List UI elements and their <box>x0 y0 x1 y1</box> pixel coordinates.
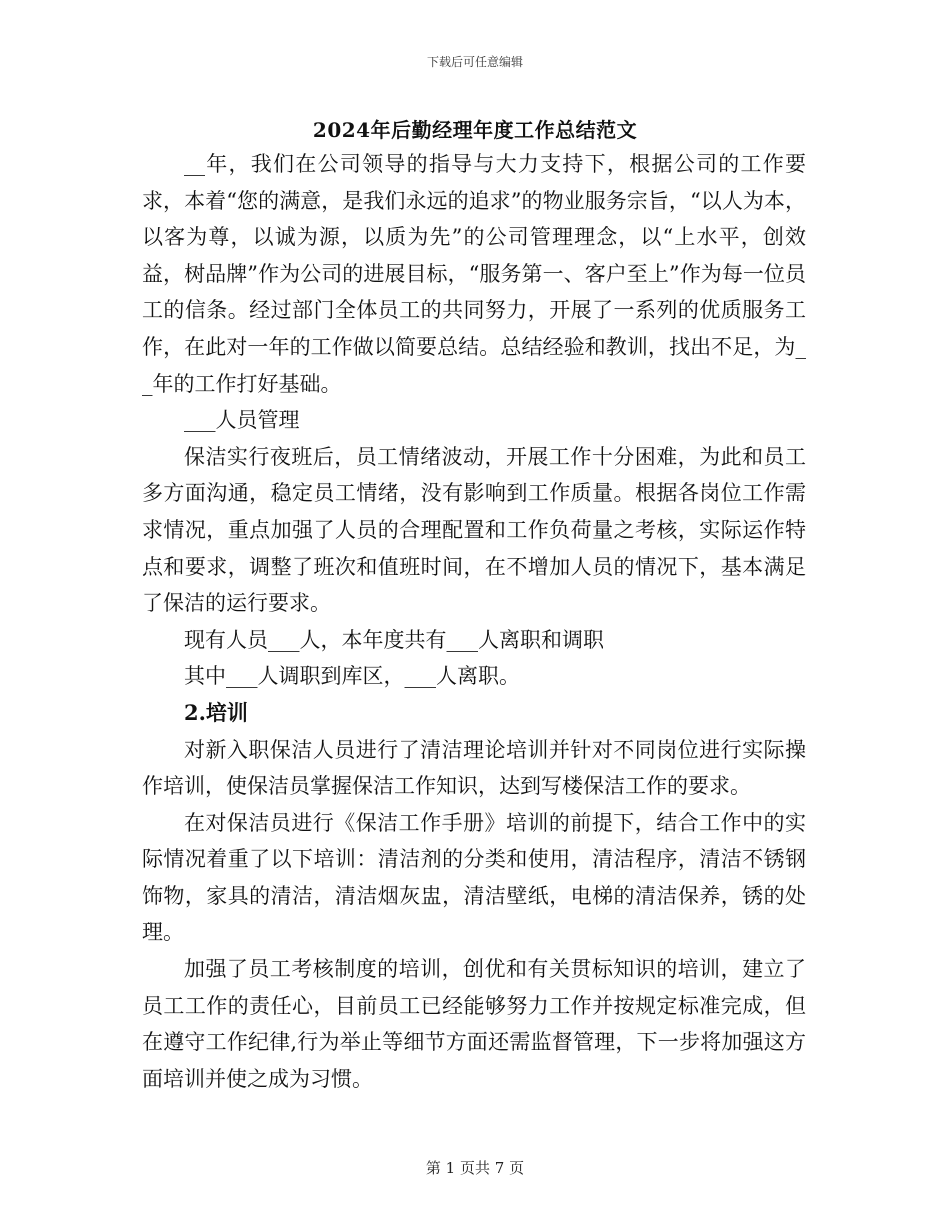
page-header: 下载后可任意编辑 <box>426 55 523 69</box>
document-body <box>142 146 806 1097</box>
paragraph-intro: __年，我们在公司领导的指导与大力支持下，根据公司的工作要求，本着“您的满意，是我们永远的追求”的物业服务宗旨，“以人为本，以客为尊，以诚为源，以质为先”的公司管理理念，以“上水平，创效益，树品牌”作为公司的进展目标，“服务第一、客户至上”作为每一位员工的信条。经过部门全体员工的共同努力，开展了一系列的优质服务工作，在此对一年的工作做以简要总结。总结经验和教训，找出不足，为__年的工作打好基础。 <box>142 152 806 396</box>
paragraph-training-assessment: 加强了员工考核制度的培训，创优和有关贯标知识的培训，建立了员工工作的责任心，目前员工已经能够努力工作并按规定标准完成，但在遵守工作纪律,行为举止等细节方面还需监督管理，下一步将加强这方面培训并使之成为习惯。 <box>142 957 806 1091</box>
paragraph-staff-management: 保洁实行夜班后，员工情绪波动，开展工作十分困难，为此和员工多方面沟通，稳定员工情绪，没有影响到工作质量。根据各岗位工作需求情况，重点加强了人员的合理配置和工作负荷量之考核，实际运作特点和要求，调整了班次和值班时间，在不增加人员的情况下，基本满足了保洁的运行要求。 <box>142 444 806 616</box>
section-heading-training: 2.培训 <box>184 699 248 725</box>
document-title: 2024年后勤经理年度工作总结范文 <box>312 118 638 142</box>
paragraph-staff-count: 现有人员___人，本年度共有___人离职和调职 <box>184 627 604 652</box>
section-heading-staff-management: ___人员管理 <box>184 408 300 433</box>
page-footer: 第 1 页共 7 页 <box>425 1159 525 1177</box>
paragraph-staff-transfer: 其中___人调职到库区，___人离职。 <box>184 664 520 689</box>
paragraph-training-manual: 在对保洁员进行《保洁工作手册》培训的前提下，结合工作中的实际情况着重了以下培训：清洁剂的分类和使用，清洁程序，清洁不锈钢饰物，家具的清洁，清洁烟灰盅，清洁壁纸，电梯的清洁保养，锈的处理。 <box>142 810 806 945</box>
paragraph-training-new-staff: 对新入职保洁人员进行了清洁理论培训并针对不同岗位进行实际操作培训，使保洁员掌握保洁工作知识，达到写楼保洁工作的要求。 <box>142 737 806 799</box>
